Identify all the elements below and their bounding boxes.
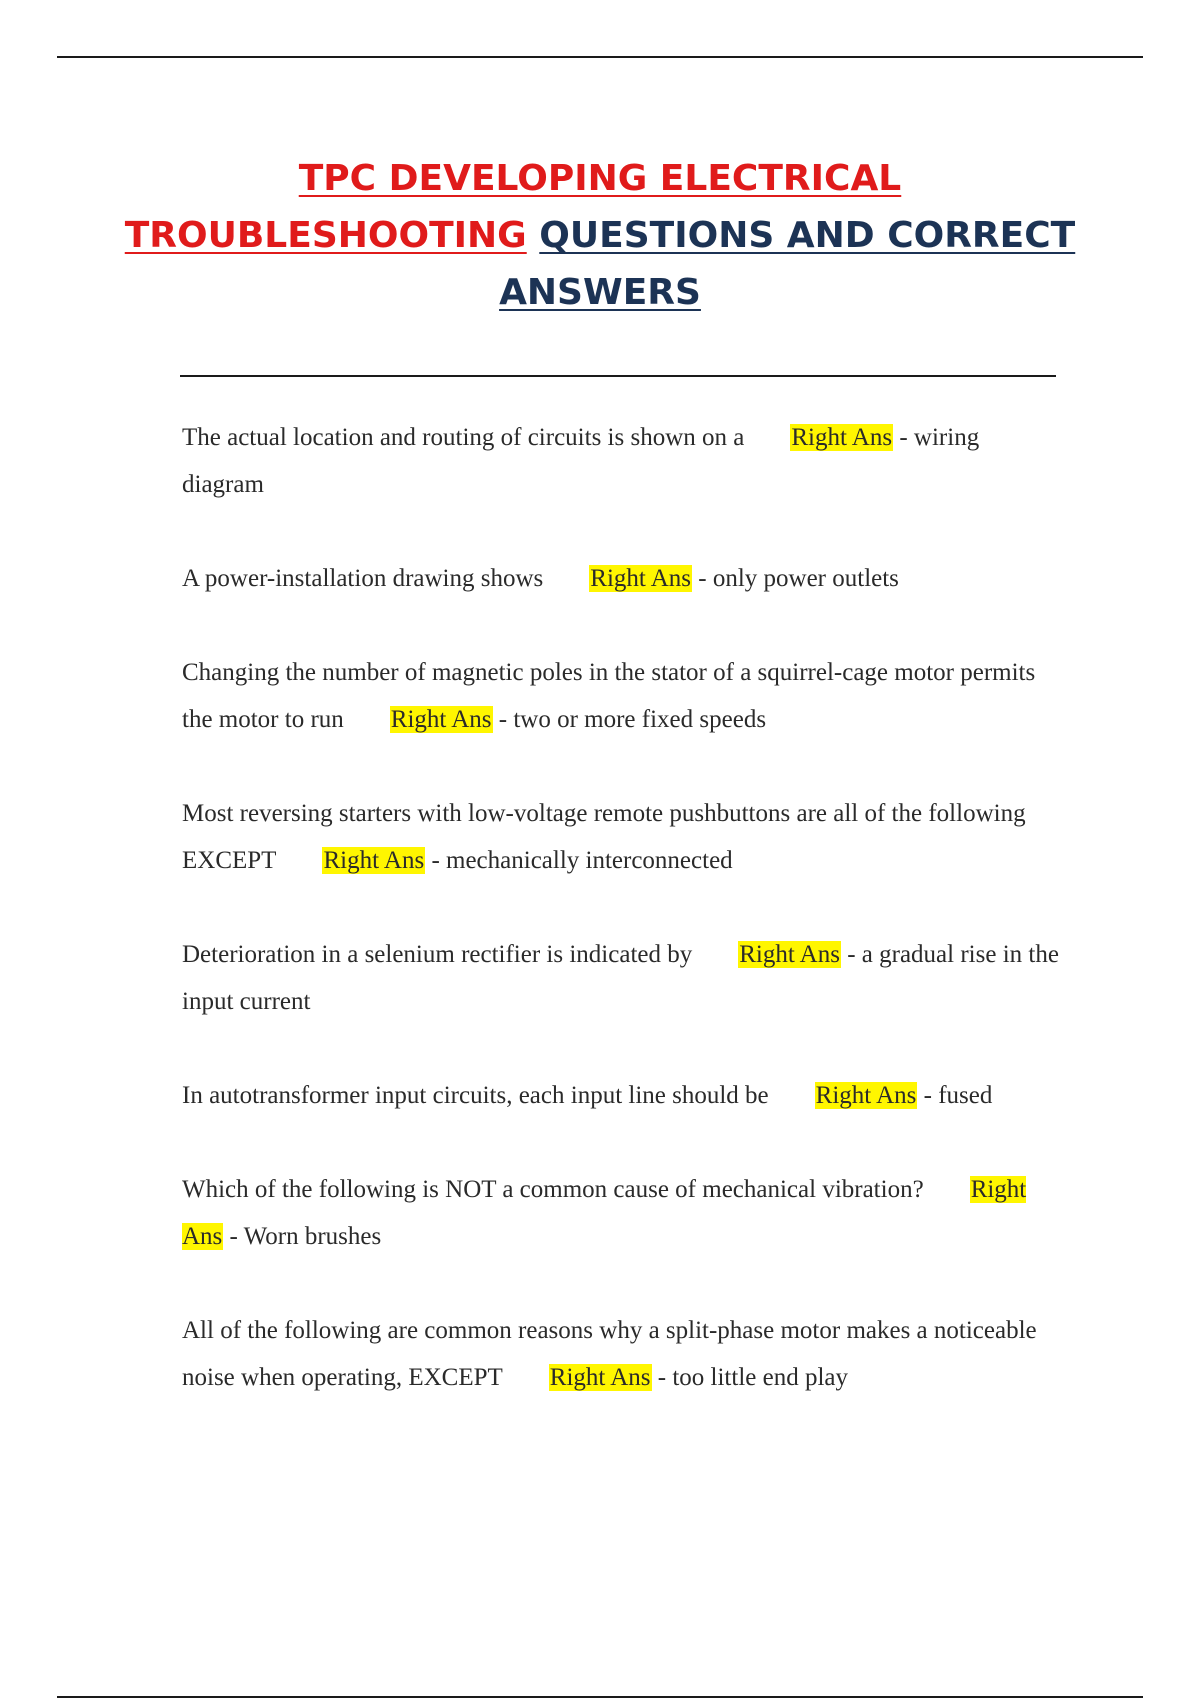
right-answer-label: Right Ans xyxy=(815,1082,917,1109)
answer-text: - only power outlets xyxy=(692,565,899,592)
qa-list xyxy=(182,414,1062,1448)
question-text: In autotransformer input circuits, each input line should be xyxy=(182,1082,769,1109)
title-divider xyxy=(180,375,1056,377)
question-text: Changing the number of magnetic poles in the stator of a squirrel-cage motor permits the motor to run xyxy=(182,659,1036,733)
qa-item xyxy=(182,1166,1062,1260)
question-text: Most reversing starters with low-voltage remote pushbuttons are all of the following EXCEPT xyxy=(182,800,1026,874)
right-answer-label: Right Ans xyxy=(549,1364,651,1391)
qa-item xyxy=(182,1307,1062,1401)
question-text: The actual location and routing of circuits is shown on a xyxy=(182,424,745,451)
answer-text: - too little end play xyxy=(651,1364,848,1391)
qa-item xyxy=(182,414,1062,508)
answer-text: - Worn brushes xyxy=(223,1223,382,1250)
right-answer-label: Right Ans xyxy=(390,706,492,733)
page-bottom-rule xyxy=(57,1696,1143,1698)
qa-item xyxy=(182,1072,1062,1119)
question-text: Which of the following is NOT a common cause of mechanical vibration? xyxy=(182,1176,924,1203)
question-text: Deterioration in a selenium rectifier is indicated by xyxy=(182,941,693,968)
answer-text: - mechanically interconnected xyxy=(425,847,733,874)
answer-text: - two or more fixed speeds xyxy=(492,706,767,733)
answer-text: - wiring diagram xyxy=(182,424,980,498)
title-part-navy: QUESTIONS AND CORRECT ANSWERS xyxy=(499,215,1076,313)
answer-text: - fused xyxy=(917,1082,993,1109)
document-title xyxy=(100,150,1100,321)
right-answer-label: Right Ans xyxy=(323,847,425,874)
page-top-rule xyxy=(57,56,1143,58)
qa-item xyxy=(182,790,1062,884)
right-answer-label: Right Ans xyxy=(791,424,893,451)
question-text: All of the following are common reasons why a split-phase motor makes a noticeable noise when operating, EXCEPT xyxy=(182,1317,1037,1391)
question-text: A power-installation drawing shows xyxy=(182,565,544,592)
right-answer-label: Right Ans xyxy=(739,941,840,968)
right-answer-label: Right Ans xyxy=(182,1176,1027,1250)
qa-item xyxy=(182,931,1062,1025)
right-answer-label: Right Ans xyxy=(590,565,691,592)
answer-text: - a gradual rise in the input current xyxy=(182,941,1059,1015)
title-part-red: TPC DEVELOPING ELECTRICAL TROUBLESHOOTING xyxy=(124,158,902,256)
qa-item xyxy=(182,649,1062,743)
qa-item xyxy=(182,555,1062,602)
